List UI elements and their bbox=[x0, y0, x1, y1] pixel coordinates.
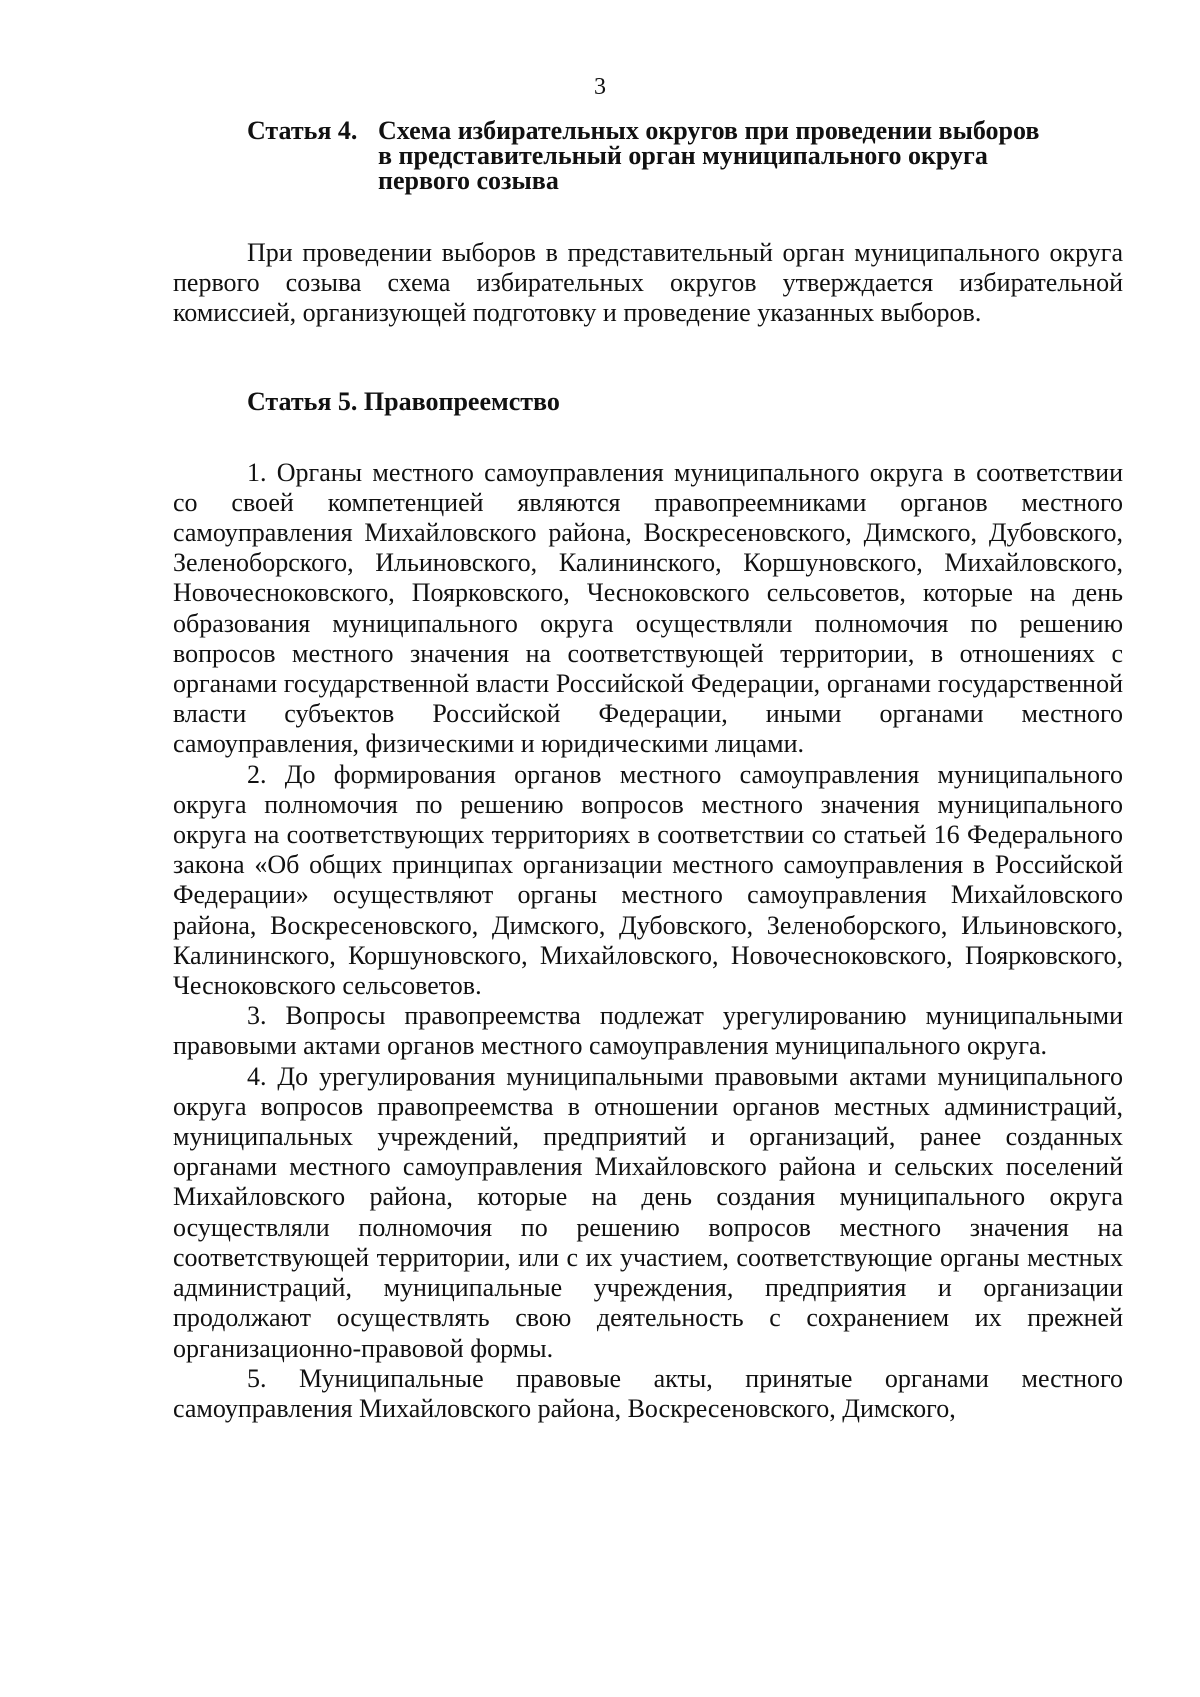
article-4-heading bbox=[173, 118, 1123, 193]
article-5-paragraph-3: 3. Вопросы правопреемства подлежат урегулированию муниципальными правовыми актами органов местного самоуправления муниципального округа. bbox=[173, 1001, 1123, 1061]
article-4-title-line: первого созыва bbox=[378, 166, 559, 195]
article-5-heading: Статья 5. Правопреемство bbox=[247, 386, 560, 416]
article-4-paragraph: При проведении выборов в представительный орган муниципального округа первого созыва схема избирательных округов утверждается избирательной комиссией, организующей подготовку и проведение указанных выборов. bbox=[173, 238, 1123, 328]
page-number: 3 bbox=[594, 74, 606, 100]
article-4-title bbox=[378, 118, 1123, 193]
article-4-label: Статья 4. bbox=[247, 116, 358, 145]
article-5-paragraph-5: 5. Муниципальные правовые акты, принятые органами местного самоуправления Михайловского района, Воскресеновского, Димского, bbox=[173, 1363, 1123, 1423]
article-4-title-line: Схема избирательных округов при проведении выборов bbox=[378, 116, 1040, 145]
document-body bbox=[173, 118, 1123, 1424]
article-5-paragraph-1: 1. Органы местного самоуправления муниципального округа в соответствии со своей компетенцией являются правопреемниками органов местного самоуправления Михайловского района, Воскресеновского, Димского, Дубовского, Зеленоборского, Ильиновского, Калининского, Коршуновского, Михайловского, Новочесноковского, Поярковского, Чесноковского сельсоветов, которые на день образования муниципального округа осуществляли полномочия по решению вопросов местного значения на соответствующей территории, в отношениях с органами государственной власти Российской Федерации, органами государственной власти субъектов Российской Федерации, иными органами местного самоуправления, физическими и юридическими лицами. bbox=[173, 457, 1123, 759]
article-5-paragraph-4: 4. До урегулирования муниципальными правовыми актами муниципального округа вопросов правопреемства в отношении органов местных администраций, муниципальных учреждений, предприятий и организаций, ранее созданных органами местного самоуправления Михайловского района и сельских поселений Михайловского района, которые на день создания муниципального округа осуществляли полномочия по решению вопросов местного значения на соответствующей территории, или с их участием, соответствующие органы местных администраций, муниципальные учреждения, предприятия и организации продолжают осуществлять свою деятельность с сохранением их прежней организационно-правовой формы. bbox=[173, 1061, 1123, 1363]
article-5-paragraph-2: 2. До формирования органов местного самоуправления муниципального округа полномочия по решению вопросов местного значения муниципального округа на соответствующих территориях в соответствии со статьей 16 Федерального закона «Об общих принципах организации местного самоуправления в Российской Федерации» осуществляют органы местного самоуправления Михайловского района, Воскресеновского, Димского, Дубовского, Зеленоборского, Ильиновского, Калининского, Коршуновского, Михайловского, Новочесноковского, Поярковского, Чесноковского сельсоветов. bbox=[173, 759, 1123, 1001]
article-4-title-line: в представительный орган муниципального округа bbox=[378, 141, 988, 170]
